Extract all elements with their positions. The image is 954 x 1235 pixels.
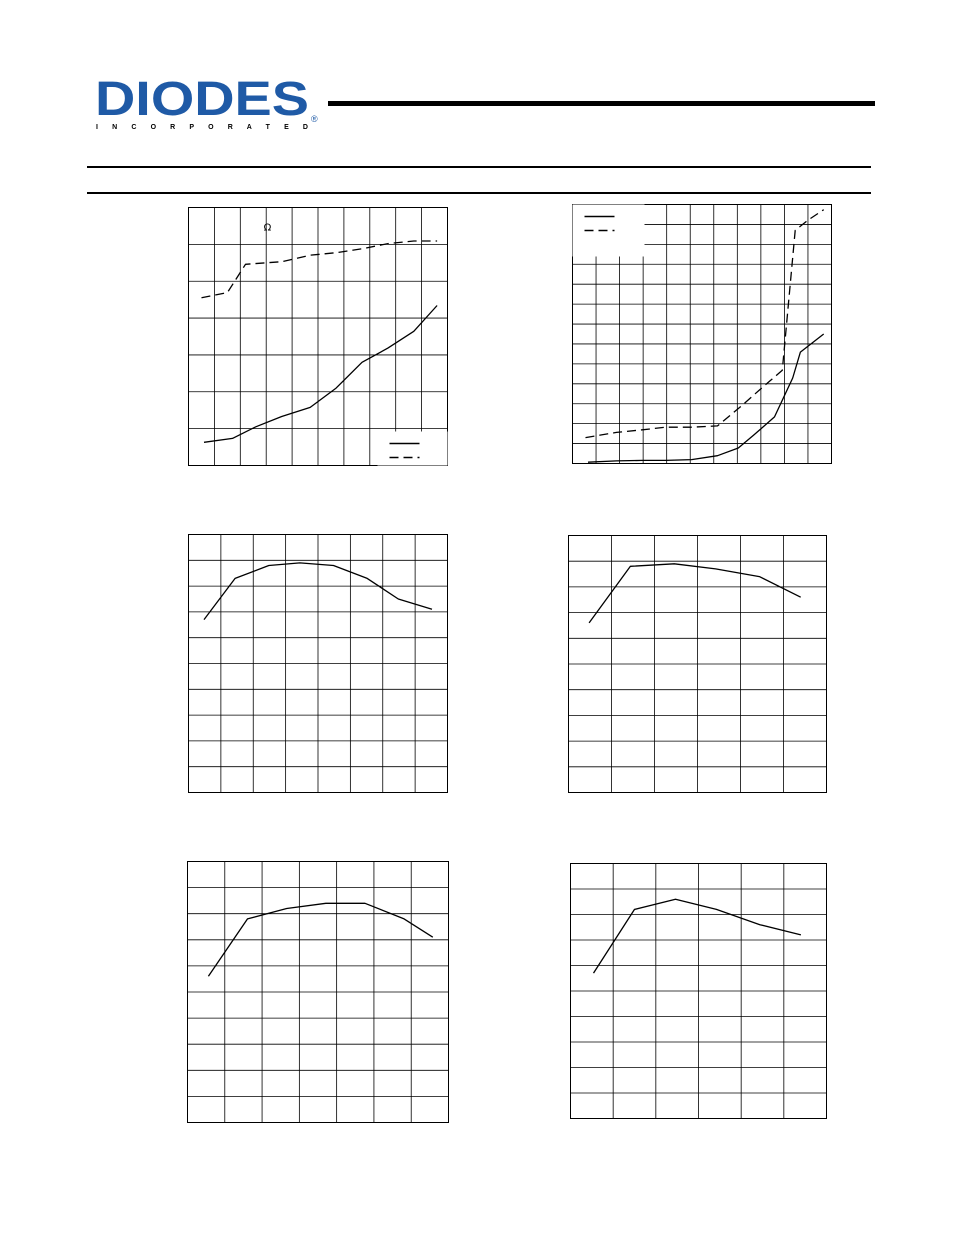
header-rule-bottom [87, 192, 871, 194]
logo-subtitle: I N C O R P O R A T E D [96, 124, 308, 131]
series-line-solid [588, 334, 824, 462]
series-line-solid [594, 899, 801, 973]
chart-1 [188, 207, 448, 466]
diodes-logo [95, 74, 323, 132]
series-line-solid [204, 306, 437, 443]
logo-registered-mark: ® [311, 114, 318, 124]
series-line-solid [589, 564, 801, 623]
chart-annotation: Ω [263, 222, 272, 234]
legend-box [573, 205, 645, 257]
legend-box [378, 432, 448, 466]
chart-2 [572, 204, 832, 464]
chart-3 [188, 534, 448, 793]
chart-5 [187, 861, 449, 1123]
series-line-dashed [202, 241, 438, 298]
diodes-logo-mark [95, 74, 323, 132]
chart-4 [568, 535, 827, 793]
header-rule-top [87, 166, 871, 168]
chart-6 [570, 863, 827, 1119]
header-bar [328, 101, 875, 106]
logo-wordmark: DIODES [95, 74, 309, 126]
